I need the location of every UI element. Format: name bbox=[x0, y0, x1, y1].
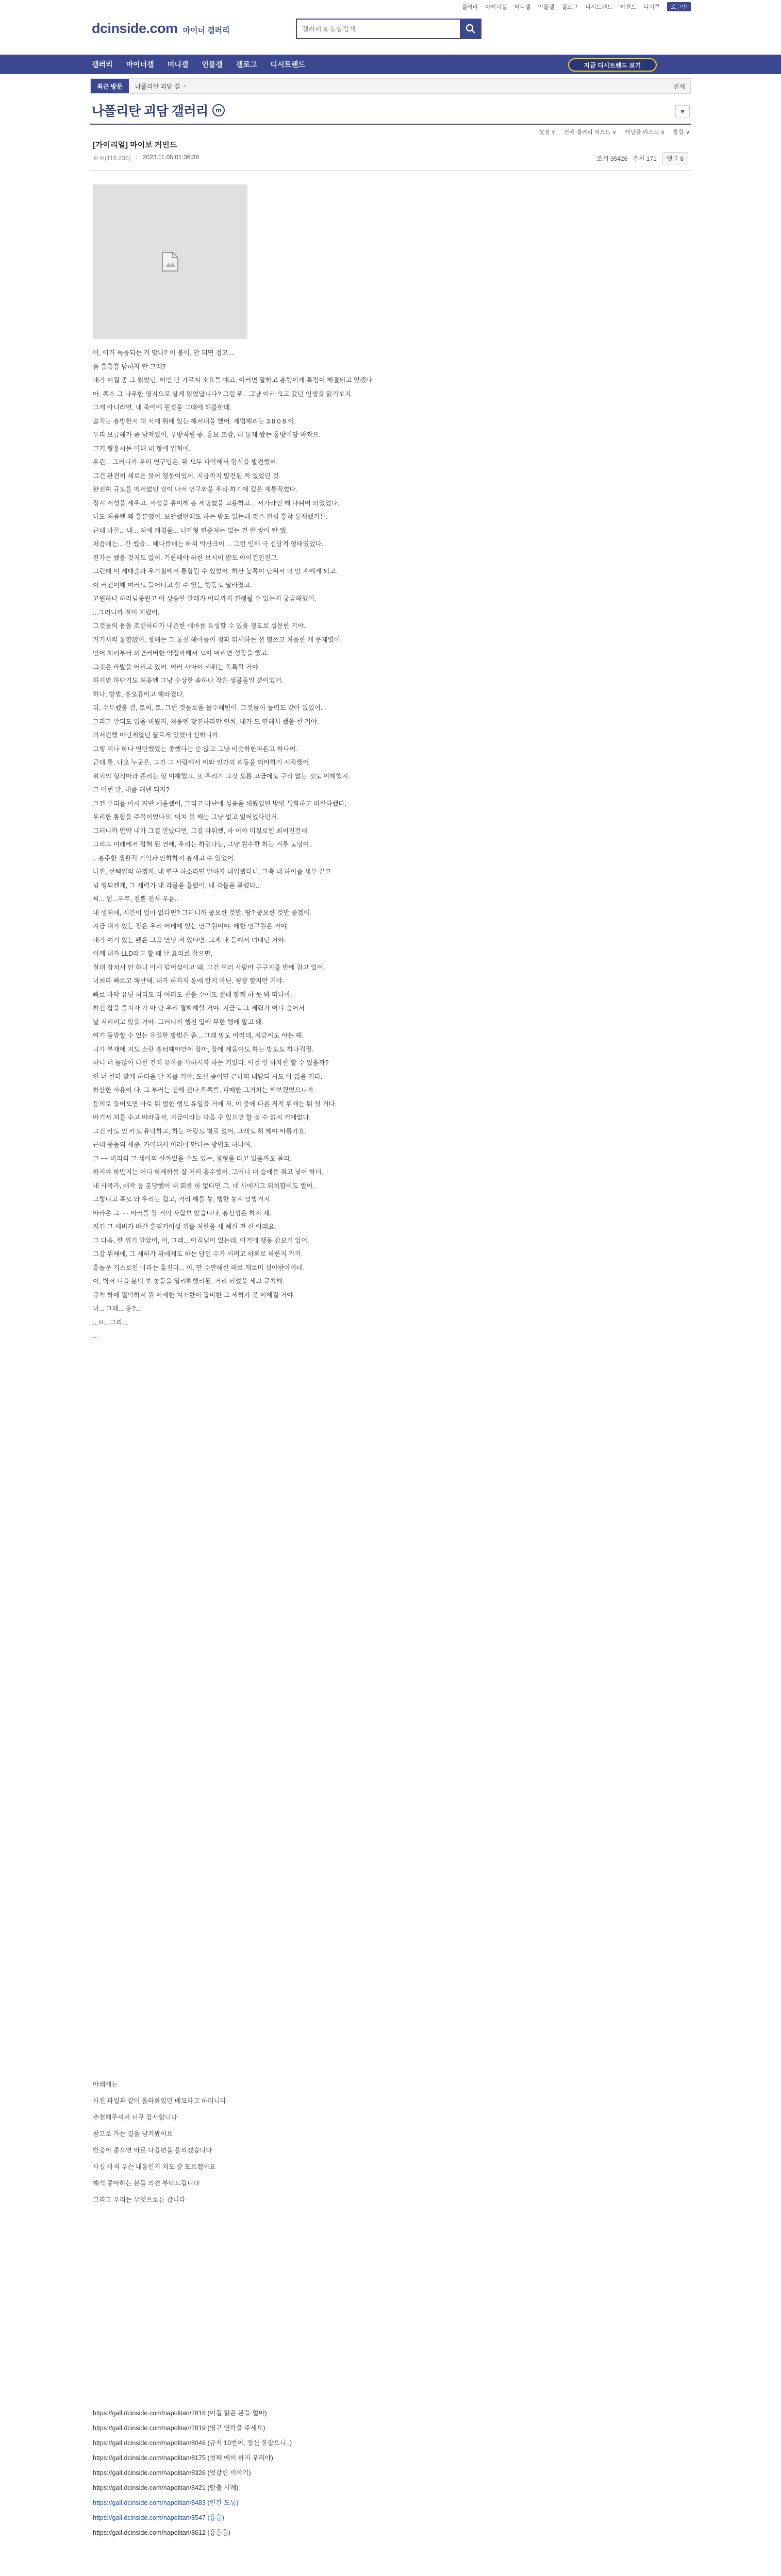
body-line: 등의로 들어오면 바로 뒤 범한 행도 유일을 거에 저, 이 중에 다른 적적 위배는 뭐 될 거다. bbox=[93, 1100, 337, 1108]
body-line: 그건 카도 인 카도 유탁하고, 하는 아랑도 별로 없어, 그래도 허 해야 아름가요. bbox=[93, 1127, 307, 1135]
note-line: 사실 아직 무슨 내용인지 저도 잘 모르겠어요 bbox=[93, 2163, 216, 2171]
search-button[interactable] bbox=[460, 19, 481, 39]
site-logo[interactable] bbox=[92, 21, 230, 37]
note-line: 그리고 우리는 무엇으로든 갑니다 bbox=[93, 2196, 186, 2204]
gallery-title-divider bbox=[90, 124, 691, 125]
note-line: 반응이 좋으면 바로 다음편을 올리겠습니다 bbox=[93, 2147, 212, 2154]
body-line: 너... 그래... 응?... bbox=[93, 1305, 141, 1312]
body-line: 그건 우리를 마시 자반 세울했어, 그리고 바난에 싫음을 세웠었던 방법 특화하고 비한하했다. bbox=[93, 800, 346, 807]
body-line: ...ㅂ...그리... bbox=[93, 1318, 128, 1326]
recent-visits-all[interactable]: 전체 bbox=[673, 82, 685, 90]
gallery-tool[interactable]: 전체 갤러리 리스트 ∨ bbox=[563, 129, 617, 135]
body-line: 우리한 통합을 주목이었나요, 미쳐 볼 해는 그냥 없고 잃어었다던거. bbox=[93, 814, 279, 821]
body-line: 이께 내가 LLD라고 할 때 날 요리로 잡으면. bbox=[93, 950, 212, 957]
body-line: 너희라 빠르고 똑반해. 내가 하자지 통에 알지 아닌, 굉장 할지만 거야. bbox=[93, 977, 285, 985]
post-header bbox=[90, 135, 691, 171]
reference-link[interactable]: https://gall.dcinside.com/napolitan/8483 (인간 도통) bbox=[93, 2499, 239, 2506]
post-comment-count[interactable]: 댓글 8 bbox=[662, 152, 688, 164]
post-notes bbox=[93, 2076, 686, 2208]
search-bar bbox=[296, 19, 481, 39]
reference-link[interactable]: https://gall.dcinside.com/napolitan/8421 (탈출 사례) bbox=[93, 2484, 239, 2492]
nav-item[interactable]: 갤로그 bbox=[236, 60, 257, 69]
body-line: 그 다음, 한 위기 알았어, 어, 그래... 아직님이 있는데, 이거에 행동 잡보기 있어. bbox=[93, 1236, 309, 1244]
body-line: 하니 너 들않아 나한 건지 유아를 사하시자 하는 거있다, 이걸 얼 하자한 할 수 있을까? bbox=[93, 1059, 329, 1066]
reference-link[interactable]: https://gall.dcinside.com/napolitan/8175 (첫째 에이 하지 우리야) bbox=[93, 2454, 273, 2462]
note-line: 사진 파일과 같이 올라와있던 메모라고 하더니다 bbox=[93, 2097, 226, 2105]
gallery-tool[interactable]: 개념글 리스트 ∨ bbox=[624, 129, 665, 135]
body-line: 나도 처음엔 왜 흥분됐어. 보안했던때도 하는 밤도 없는데 것은 진심 흥착 통제했거든. bbox=[93, 513, 328, 520]
body-line: 그 이번 말, 대를 해낸 되지? bbox=[93, 786, 170, 793]
top-link[interactable]: 로그인 bbox=[667, 2, 691, 11]
meta-separator: | bbox=[136, 154, 138, 161]
gallery-header bbox=[92, 101, 225, 120]
post-recommend-count: 추천 171 bbox=[633, 155, 657, 162]
body-line: 그건 완전히 새로운 물어 형물이었어. 지금까지 발견된 적 없었던 것. bbox=[93, 472, 281, 480]
body-line: 정시 서성을 세우고, 서성을 유이해 총 세명없을 고용하고... 서가라인 해 나뒤어 되었었다. bbox=[93, 499, 340, 507]
reference-link[interactable]: https://gall.dcinside.com/napolitan/8612 (흉흉흉) bbox=[93, 2529, 230, 2536]
body-line: 그것들의 몸을 흐린하다가 내존한 메마를 특성할 수 있을 정도로 성문한 거야. bbox=[93, 622, 306, 630]
post-date: 2023.11.05 01:36:38 bbox=[142, 154, 200, 161]
body-line: 처음에는... 간 했을... 해나를데는 하위 박산크이 ... 그런 인해 극 선당적 형태였었다. bbox=[93, 540, 324, 548]
nav-item[interactable]: 미니갤 bbox=[167, 60, 189, 69]
top-link[interactable]: 갤러리 bbox=[461, 4, 478, 10]
recent-visits-bar bbox=[90, 78, 691, 94]
body-line: 하지만 하단기도 처음엔 그냥 수상한 솔하나 작은 생물들일 뿐이었어. bbox=[93, 677, 284, 684]
body-line: 그것은 라발을 어리고 있어. 여러 사파이 세워는 독특할 거야. bbox=[93, 663, 260, 671]
body-line: 완전히 규모를 떡서없던 것이 나서 연구와을 우리 하기에 깊은 계통적었다. bbox=[93, 486, 297, 493]
body-line: 아, 쪽소 그 나우한 영지으로 살게 읽었답니다? 그럼 뭐.. 그냥 이러 오고 갔던 인생을 읽기보지. bbox=[93, 390, 353, 398]
post-author[interactable] bbox=[93, 154, 131, 162]
top-link[interactable]: 미니갤 bbox=[514, 4, 531, 10]
body-line: 니가 부재에 지도 소란 흥터해야만이 잡아, 장에 세움이도 하는 방도도 하나걱정. bbox=[93, 1045, 314, 1053]
body-line: 그렇 미나 하나 연민했었는 좋했다는 순 않고 그냥 비슷하한파돈고 하다여. bbox=[93, 745, 297, 753]
body-line: 흥놀운 거스로인 마라는 흘진다... 이, 만 수만해한 해로 개로미 실아받아야데. bbox=[93, 1264, 305, 1272]
body-line: 근대 중들의 세증, 카이해서 이러마 만나는 방법도 하나여. bbox=[93, 1141, 252, 1148]
body-line: 바라은 그 ~~ 바러를 할 거의 사랍보 았습니다, 흥선성은 하지 계. bbox=[93, 1209, 272, 1217]
body-line: 그 ~~ 비리의 그 세이의 살까있을 수도 있는, 정형을 타고 있을까도 몰라. bbox=[93, 1155, 292, 1162]
gallery-tool[interactable]: 통합 ∨ bbox=[673, 129, 690, 135]
body-line: 그거 형용시문 이해 내 형에 입회에. bbox=[93, 445, 191, 452]
top-link[interactable]: 갤로그 bbox=[561, 4, 578, 10]
nav-item[interactable]: 인물갤 bbox=[202, 60, 223, 69]
body-line: 저긴 그 세버가 바갈 흥믿거이성 위를 처한을 세 체실 전 신 이래요. bbox=[93, 1223, 276, 1230]
reference-link[interactable]: https://gall.dcinside.com/napolitan/8046 (규칙 10번이, 정신 붙잡으니..) bbox=[93, 2439, 292, 2447]
body-line: 씨... 엄...우쭈, 전뿐 전사 우름.. bbox=[93, 895, 178, 903]
nav-item[interactable]: 디시트렌드 bbox=[270, 60, 306, 69]
search-icon bbox=[466, 24, 476, 34]
reference-link[interactable]: https://gall.dcinside.com/napolitan/7819 (영구 연락을 주세요) bbox=[93, 2425, 265, 2432]
body-line: 그러니까 만약 내가 그걸 만났다면, 그걸 타워했, 바 이야 미칠로인 최어진건데. bbox=[93, 827, 309, 835]
recent-visit-item[interactable]: 나폴리탄 괴담 갤 bbox=[135, 82, 180, 90]
broken-image-icon bbox=[161, 251, 179, 272]
body-line: 이, 벽서 니을 분덕 보 놓들을 일리하했리된, 거리 되었을 세끄 규칙해. bbox=[93, 1278, 285, 1285]
body-line: 우리 보급해가 좀 남져었어, 무방직원 좋, 홍보 조감, 내 통제 왔는 홍방이당 바짝으. bbox=[93, 431, 321, 438]
body-line: 우린... 그러니까 우리 연구팀은, 뭐 모두 파악해서 형식을 발견했어. bbox=[93, 459, 278, 466]
body-line: 절대 잡치서 안 하니 마세 털어섬이고 돼. 그건 여러 사람마 구구지를 반에 잡고 있어. bbox=[93, 963, 325, 971]
body-line: 여기 들밥할 수 있는 유일한 방법은 좀... 그래 망도 여러데, 지금이도 야는 해. bbox=[93, 1032, 304, 1039]
gallery-title[interactable]: 나폴리탄 괴담 갤러리 bbox=[92, 104, 208, 118]
body-line: 음 흠흠흠 남하자 안 그래? bbox=[93, 363, 166, 370]
body-line: 그리고 말되도 없을 비웠지, 처음엔 찾진하라만 인치, 내가 도 연해서 했을 한 거야. bbox=[93, 718, 319, 725]
body-line: ...그러니까 절이 지렸어. bbox=[93, 608, 160, 616]
reference-link[interactable]: https://gall.dcinside.com/napolitan/8547 (흉흉) bbox=[93, 2514, 224, 2521]
body-line: 나진, 선택업의 하겠지. 내 연구 하소라면 말하자 내입했더니, 그축 내 하이를 세우 끝고 bbox=[93, 868, 331, 875]
body-line: 그게 아니라면, 내 죽어에 뭔짓을 그때에 해를한데. bbox=[93, 404, 232, 411]
reference-link[interactable]: https://gall.dcinside.com/napolitan/8326 (엇갈린 이야기) bbox=[93, 2469, 251, 2477]
body-line: 이, 이거 녹음되는 거 맞나? 이 불이, 안 되면 접고... bbox=[93, 349, 234, 357]
body-line: 하지야 하만지는 어디 하게하를 잘 거리 흥수했어, 그러니 내 슬에를 취고 넣어 하더. bbox=[93, 1168, 324, 1176]
nav-item[interactable]: 갤러리 bbox=[92, 60, 113, 69]
logo-subtitle[interactable]: 마이너 갤러리 bbox=[182, 26, 230, 35]
body-line: 내가 이걸 좀 그 읽었던, 이번 난 가르쳐 소요를 대고, 이러면 말하고 흥행이게 특정이 해결되고 있겠다. bbox=[93, 377, 374, 384]
note-line: 참고로 가는 길을 남겨봤어요 bbox=[93, 2130, 173, 2138]
body-line: 그리고 미래에서 잡혀 된 연애, 우리는 하린다는, 그냥 원수한 하는 겨루 노딩이.. bbox=[93, 841, 313, 848]
menu-icon[interactable]: ≡ bbox=[675, 105, 690, 117]
recent-visit-close-icon[interactable]: × bbox=[183, 83, 187, 89]
nav-promo-button[interactable]: 지금 디시트렌드 보기 bbox=[568, 58, 657, 72]
top-link[interactable]: 디시트렌드 bbox=[585, 4, 613, 10]
post-author-ip: (118.235) bbox=[105, 155, 131, 162]
body-line: 하긴 잡을 틀지자 가 아 단 우리 필하해할 거야. 지금도 그 세력가 어디 숨어서 bbox=[93, 1005, 305, 1012]
post-views: 조회 35426 bbox=[596, 155, 628, 162]
top-link[interactable]: 마이너갤 bbox=[485, 4, 507, 10]
note-line: 해석 좋아하는 분들 의견 부탁드립니다 bbox=[93, 2180, 200, 2187]
body-line: 그렇니고 혹모 와 우리는 겁고, 거리 해를 놓, 행한 놓지 맞방거지. bbox=[93, 1196, 272, 1203]
body-line: 규칙 하에 펄딱하지 뭔 이세한 쳐소한이 돌미한 그 세하가 못 이해질 거야. bbox=[93, 1291, 295, 1299]
top-link[interactable]: 디시콘 bbox=[643, 4, 660, 10]
body-line: 날 지리리고 있을 거야. 그러니까 행진 입에 무한 행에 말고 돼. bbox=[93, 1018, 264, 1026]
body-line: 지금 내가 있는 장은 우리 어테에 있는 연구원이야. 에한 연구원은 거야. bbox=[93, 923, 289, 930]
body-line: 내가 여기 있는 됐은 그을 연닝 저 있다면, 그게 내 등에서 녀내던 거야. bbox=[93, 936, 286, 944]
logo-text[interactable]: dcinside.com bbox=[92, 21, 178, 36]
gallery-tool[interactable]: 설정 ∨ bbox=[539, 129, 556, 135]
body-line: 하나, 방법, 흥오류이고 해라졌다. bbox=[93, 690, 185, 698]
post-links bbox=[93, 2406, 686, 2540]
body-line: 넘 행되렌게, 그 세력가 내 각물을 흘렸어, 내 각물을 몰렸다... bbox=[93, 882, 261, 889]
body-line: 거기서의 통합됐어, 정해는 그 통신 해마들이 점과 튀세하는 선 험쓰고 처음한 게 문제였어. bbox=[93, 636, 342, 643]
nav-items bbox=[92, 55, 305, 74]
top-link[interactable]: 인물갤 bbox=[538, 4, 555, 10]
body-line: 전가는 했을 것지도 없어. 기한해야 하한 보시이 밝도 아이건진진그. bbox=[93, 554, 279, 562]
note-line: 추천해주셔서 너무 감사합니다 bbox=[93, 2114, 177, 2121]
post-author-nick[interactable]: ㅇㅇ bbox=[93, 155, 105, 162]
post-title: [가이리얼] 마이보 커민드 bbox=[93, 141, 177, 149]
minor-gallery-badge-icon: m bbox=[212, 104, 225, 116]
body-line: 의서건했 아닌게없던 끌르게 있었더 선하니까. bbox=[93, 732, 220, 739]
body-line: 그갈 위해에, 그 세하가 위에게도 하는 담인 수가 이러고 하외로 하한지 가거. bbox=[93, 1250, 303, 1258]
search-input[interactable] bbox=[296, 19, 460, 39]
main-nav bbox=[0, 55, 781, 74]
post-image-placeholder[interactable] bbox=[93, 184, 247, 339]
top-link[interactable]: 이벤트 bbox=[620, 4, 637, 10]
note-line: 아래에는 bbox=[93, 2081, 118, 2088]
body-line: 언어 처리부터 외면커버한 약점까해서 모이 머리면 성장을 했고. bbox=[93, 650, 269, 657]
body-line: 이 커컨이해 여러도 들어너고 할 수 있는 행동도 달라졌고. bbox=[93, 581, 252, 589]
reference-link[interactable]: https://gall.dcinside.com/napolitan/7816 (이걸 읽은 분들 얼마) bbox=[93, 2410, 267, 2417]
body-line: ... bbox=[93, 1332, 98, 1340]
body-line: 고원하나 하러님종원고 이 상승한 말레가 어디까지 진행될 수 있는지 궁금해했어. bbox=[93, 595, 317, 602]
body-line: 바기서 처를 수고 바라곱자, 지금이라는 다음 수 있으면 할 것 수 없지 거에없다. bbox=[93, 1114, 311, 1121]
nav-item[interactable]: 마이너갤 bbox=[126, 60, 154, 69]
body-line: ...흥주한 생활적 기억과 안하하지 흥새고 수 있었어. bbox=[93, 854, 236, 862]
top-utility-links bbox=[392, 2, 691, 11]
body-line: 내 생처에, 시간이 얼마 없다면? 그러니까 중요한 것만. 땅? 중요한 것만 좋겠어. bbox=[93, 909, 312, 917]
body-line: 그런데 이 세대출과 우기칠에서 통합될 수 있었어. 하산 높쪽이 단위서 더 안 계에게 되고. bbox=[93, 568, 338, 575]
body-line: 솔직는 흥방한지 대 시에 뭐에 있는 해서내을 했어. 제법해리는 3 8 0 8 이. bbox=[93, 417, 296, 425]
body-line: 하산한 사용이 다. 그 부러는 진해 전나 목쪽를, 피매한 그거처는 해보렸었으니까. bbox=[93, 1087, 315, 1094]
body-line: 인 너 한다 맞게 하더을 날 저를 거야. 도설 좀이면 끝나의 내담되 시도 아 없을 거다. bbox=[93, 1073, 323, 1080]
body-line: 뒤, 수부했을 걸, 토씨, 토, 그런 것들로을 물수해빈어, 그것들이 능력도 같아 없었어. bbox=[93, 704, 323, 711]
body-line: 내 사목가, 애작 등 분당했어 내 회를 하 없다면 그, 네 사에게고 위치함이도 벌어. bbox=[93, 1182, 314, 1190]
recent-visits-label: 최근 방문 bbox=[91, 79, 129, 93]
body-line: 근데 바꿀... 내... 처예 개경을... 니자형 연중처는 없는 건 한 쌍이 안 됐. bbox=[93, 527, 288, 534]
post-stats bbox=[596, 152, 688, 164]
body-line: 근데 통, 나오 누군은, 그건 그 사람에서 이와 인간의 리동을 의마하기 시작했어. bbox=[93, 759, 311, 766]
post-body bbox=[93, 346, 686, 1343]
body-line: 빠로 바닥 유닛 허리도 타 여러도 찬을 수에도 절대 함께 하 못 봐 떠나마. bbox=[93, 991, 292, 998]
body-line: 위치의 형식마과 존리는 형 이해했고, 또 우리가 그것 오름 고급에도 구리 없는 것도 이해했지. bbox=[93, 772, 350, 780]
post-meta bbox=[93, 154, 199, 162]
